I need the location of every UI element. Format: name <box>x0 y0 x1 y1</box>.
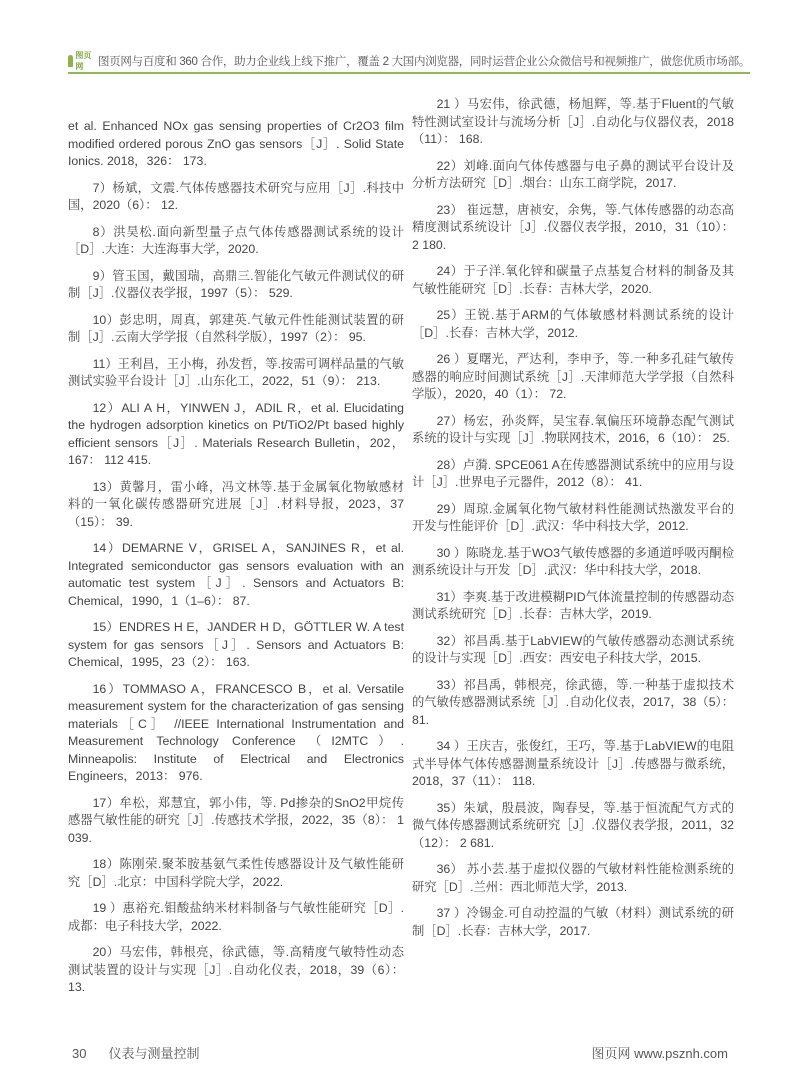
reference-item: 29）周琼.金属氧化物气敏材料性能测试热激发平台的开发与性能评价［D］.武汉：华中科技大学，2012. <box>412 501 734 533</box>
reference-item: 24）于子洋.氧化锌和碳量子点基复合材料的制备及其气敏性能研究［D］.长春：吉林大学，2020. <box>412 264 734 296</box>
reference-item: et al. Enhanced NOx gas sensing properties of Cr2O3 film modified ordered porous ZnO gas sensors［J］. Solid State Ionics. 2018，326： 173. <box>68 119 404 168</box>
reference-item: 33）祁昌禹，韩根亮，徐武德，等.一种基于虚拟技术的气敏传感器测试系统［J］.自动化仪表，2017，38（5）： 81. <box>412 677 734 727</box>
reference-item: 12）ALI A H，YINWEN J，ADIL R，et al. Elucidating the hydrogen adsorption kinetics on Pt/TiO2/Pt based highly efficient sensors［J］. Materials Research Bulletin，202，167： 112 415. <box>68 400 404 467</box>
reference-item: 13）黄馨月，雷小峰，冯文林等.基于金属氧化物敏感材料的一氧化碳传感器研究进展［J］.材料导报，2023，37（15）： 39. <box>68 479 404 529</box>
reference-item: 8）洪昊松.面向新型量子点气体传感器测试系统的设计［D］.大连：大连海事大学，2020. <box>68 224 404 256</box>
references-left-column <box>68 118 404 1006</box>
reference-item: 19 ）惠裕充.钼酸盐纳米材料制备与气敏性能研究［D］.成都：电子科技大学，2022. <box>68 901 404 933</box>
references-right-column <box>412 96 734 949</box>
reference-item: 20）马宏伟，韩根亮，徐武德，等.高精度气敏特性动态测试装置的设计与实现［J］.自动化仪表，2018，39（6）： 13. <box>68 945 404 994</box>
reference-item: 35）朱斌，殷晨波，陶春旻，等.基于恒流配气方式的微气体传感器测试系统研究［J］.仪器仪表学报，2011，32（12）： 2 681. <box>412 800 734 850</box>
reference-item: 31）李爽.基于改进模糊PID气体流量控制的传感器动态测试系统研究［D］.长春：吉林大学，2019. <box>412 589 734 621</box>
reference-item: 15）ENDRES H E，JANDER H D，GÖTTLER W. A test system for gas sensors［J］. Sensors and Actuators B: Chemical，1995，23（2）： 163. <box>68 620 404 669</box>
reference-item: 25）王锐.基于ARM的气体敏感材料测试系统的设计［D］.长春：吉林大学，2012. <box>412 308 734 340</box>
site-credit: 图页网 www.psznh.com <box>591 1046 728 1061</box>
reference-item: 34 ）王庆吉，张俊红，王巧，等.基于LabVIEW的电阻式半导体气体传感器测量系统设计［J］.传感器与微系统，2018，37（11）： 118. <box>412 739 734 788</box>
reference-item: 16）TOMMASO A，FRANCESCO B，et al. Versatile measurement system for the characterization of gas sensing materials［C］ //IEEE International Instrumentation and Measurement Technology Conference （I2MTC）. Minneapolis: Institute of Electrical and Electronics Engineers，2013： 976. <box>68 681 404 783</box>
journal-name: 仪表与测量控制 <box>108 1046 200 1061</box>
reference-item: 10）彭忠明，周真，郭建英.气敏元件性能测试装置的研制［J］.云南大学学报（自然科学版），1997（2）： 95. <box>68 312 404 344</box>
logo-icon <box>68 55 73 67</box>
reference-item: 27）杨宏，孙炎辉，吴宝春.氧偏压环境静态配气测试系统的设计与实现［J］.物联网技术，2016，6（10）： 25. <box>412 413 734 445</box>
reference-item: 28）卢漪. SPCE061 A在传感器测试系统中的应用与设计［J］.世界电子元器件，2012（8）： 41. <box>412 457 734 489</box>
page-number: 30 <box>72 1046 87 1061</box>
reference-item: 23） 崔远慧，唐祯安，余隽，等.气体传感器的动态高精度测试系统设计［J］.仪器仪表学报，2010，31（10）： 2 180. <box>412 202 734 252</box>
reference-item: 30 ）陈晓龙.基于WO3气敏传感器的多通道呼吸丙酮检测系统设计与开发［D］.武汉：华中科技大学，2018. <box>412 545 734 577</box>
reference-item: 11）王利昌，王小梅，孙发哲，等.按需可调样品量的气敏测试实验平台设计［J］.山东化工，2022，51（9）： 213. <box>68 356 404 388</box>
reference-item: 14）DEMARNE V，GRISEL A，SANJINES R，et al. Integrated semiconductor gas sensors evaluation with an automatic test system［J］. Sensors and Actuators B: Chemical，1990，1（1–6）： 87. <box>68 541 404 608</box>
reference-item: 37 ）冷锡金.可自动控温的气敏（材料）测试系统的研制［D］.长春：吉林大学，2017. <box>412 906 734 938</box>
reference-item: 32）祁昌禹.基于LabVIEW的气敏传感器动态测试系统的设计与实现［D］.西安：西安电子科技大学，2015. <box>412 633 734 665</box>
reference-item: 9）管玉国，戴国瑞，高鼎三.智能化气敏元件测试仪的研制［J］.仪器仪表学报，1997（5）： 529. <box>68 268 404 300</box>
page-footer-left <box>72 1046 199 1062</box>
promo-banner <box>68 50 750 74</box>
reference-item: 18）陈刚荣.聚苯胺基氨气柔性传感器设计及气敏性能研究［D］.北京：中国科学院大学，2022. <box>68 857 404 889</box>
reference-item: 7）杨斌，文震.气体传感器技术研究与应用［J］.科技中国，2020（6）： 12. <box>68 180 404 212</box>
reference-item: 26 ）夏曙光，严达利，李申予，等.一种多孔硅气敏传感器的响应时间测试系统［J］.天津师范大学学报（自然科学版），2020，40（1）： 72. <box>412 352 734 401</box>
reference-item: 17）牟松，郑慧宜，郭小伟，等. Pd掺杂的SnO2甲烷传感器气敏性能的研究［J］.传感技术学报，2022，35（8）： 1 039. <box>68 795 404 845</box>
reference-item: 36） 苏小芸.基于虚拟仪器的气敏材料性能检测系统的研究［D］.兰州：西北师范大学，2013. <box>412 862 734 894</box>
logo-text: 图页网 <box>75 51 92 71</box>
reference-item: 21 ）马宏伟，徐武德，杨旭辉，等.基于Fluent的气敏特性测试室设计与流场分析［J］.自动化与仪器仪表，2018（11）： 168. <box>412 97 734 146</box>
banner-text: 图页网与百度和 360 合作，助力企业线上线下推广，覆盖 2 大国内浏览器，同时运营企业公众微信号和视频推广，做您优质市场部。 <box>98 56 750 68</box>
site-logo <box>68 50 94 72</box>
reference-item: 22）刘峰.面向气体传感器与电子鼻的测试平台设计及分析方法研究［D］.烟台：山东工商学院，2017. <box>412 158 734 190</box>
